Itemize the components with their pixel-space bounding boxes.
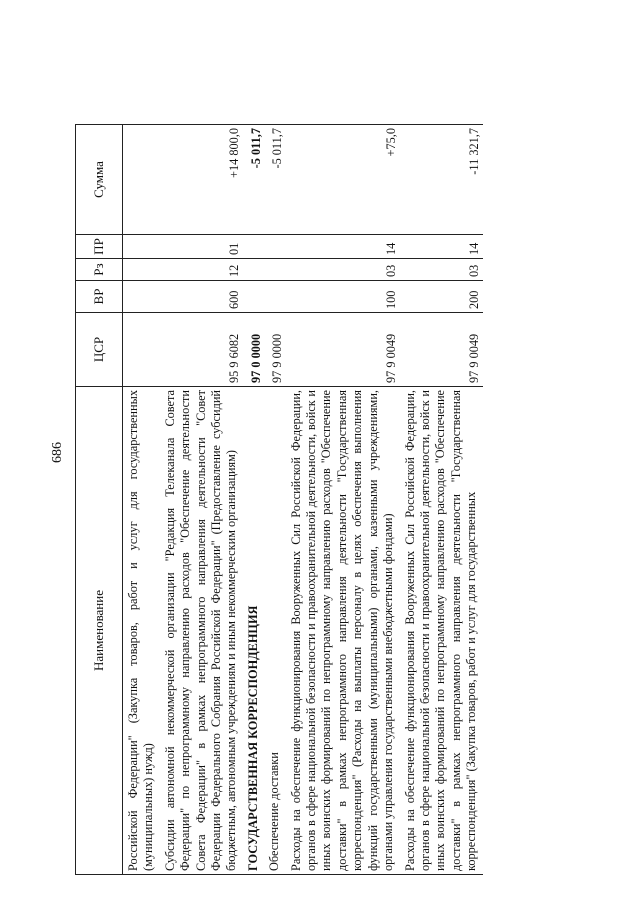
row-csr: 97 9 0049 (400, 313, 483, 387)
row-csr: 97 9 0000 (264, 313, 285, 387)
row-vr: 200 (400, 281, 483, 313)
budget-table (75, 124, 483, 875)
table-header (76, 125, 123, 875)
row-rz: 03 (286, 259, 400, 281)
row-rz (243, 259, 264, 281)
row-sum: +75,0 (286, 125, 400, 235)
row-vr (243, 281, 264, 313)
table-row (123, 125, 160, 875)
header-sum: Сумма (76, 125, 123, 235)
row-pr (243, 235, 264, 259)
row-sum: -11 321,7 (400, 125, 483, 235)
row-csr: 97 9 0049 (286, 313, 400, 387)
row-name: Обеспечение доставки (264, 387, 285, 875)
row-pr: 14 (286, 235, 400, 259)
row-pr: 14 (400, 235, 483, 259)
header-csr: ЦСР (76, 313, 123, 387)
row-vr (123, 281, 160, 313)
row-name: ГОСУДАРСТВЕННАЯ КОРРЕСПОНДЕНЦИЯ (243, 387, 264, 875)
header-name: Наименование (76, 387, 123, 875)
row-name: Расходы на обеспечение функционирования Вооруженных Сил Российской Федерации, органов в сфере национальной безопасности и правоохранительной деятельности, войск и иных воинских формирований по непрограммному направлению расходов "Обеспечение доставки" в рамках непрограммного направления деятельности "Государственная корреспонденция" (Расходы на выплаты персоналу в целях обеспечения выполнения функций государственными (муниципальными) органами, казенными учреждениями, органами управления государственными внебюджетными фондами) (286, 387, 400, 875)
row-rz: 12 (160, 259, 243, 281)
row-csr: 95 9 6082 (160, 313, 243, 387)
row-pr (123, 235, 160, 259)
row-sum: -5 011,7 (264, 125, 285, 235)
page-number: 686 (50, 442, 65, 463)
row-pr (264, 235, 285, 259)
header-rz: Рз (76, 259, 123, 281)
header-pr: ПР (76, 235, 123, 259)
row-sum (123, 125, 160, 235)
row-rz: 03 (400, 259, 483, 281)
row-name: Расходы на обеспечение функционирования Вооруженных Сил Российской Федерации, органов в сфере национальной безопасности и правоохранительной деятельности, войск и иных воинских формирований по непрограммному направлению расходов "Обеспечение доставки" в рамках непрограммного направления деятельности "Государственная корреспонденция" (Закупка товаров, работ и услуг для государственных (400, 387, 483, 875)
row-csr (123, 313, 160, 387)
row-rz (123, 259, 160, 281)
row-vr: 600 (160, 281, 243, 313)
row-sum: -5 011,7 (243, 125, 264, 235)
row-sum: +14 800,0 (160, 125, 243, 235)
row-name: Российской Федерации" (Закупка товаров, работ и услуг для государственных (муниципальных) нужд) (123, 387, 160, 875)
row-csr: 97 0 0000 (243, 313, 264, 387)
row-rz (264, 259, 285, 281)
table-row (264, 125, 285, 875)
row-pr: 01 (160, 235, 243, 259)
table-row (286, 125, 400, 875)
table-row (400, 125, 483, 875)
table-row (160, 125, 243, 875)
row-vr (264, 281, 285, 313)
table-row (243, 125, 264, 875)
row-vr: 100 (286, 281, 400, 313)
row-name: Субсидии автономной некоммерческой организации "Редакция Телеканала Совета Федерации" по непрограммному направлению расходов "Обеспечение деятельности Совета Федерации" в рамках непрограммного направления деятельности "Совет Федерации Федерального Собрания Российской Федерации" (Предоставление субсидий бюджетным, автономным учреждениям и иным некоммерческим организациям) (160, 387, 243, 875)
header-vr: ВР (76, 281, 123, 313)
